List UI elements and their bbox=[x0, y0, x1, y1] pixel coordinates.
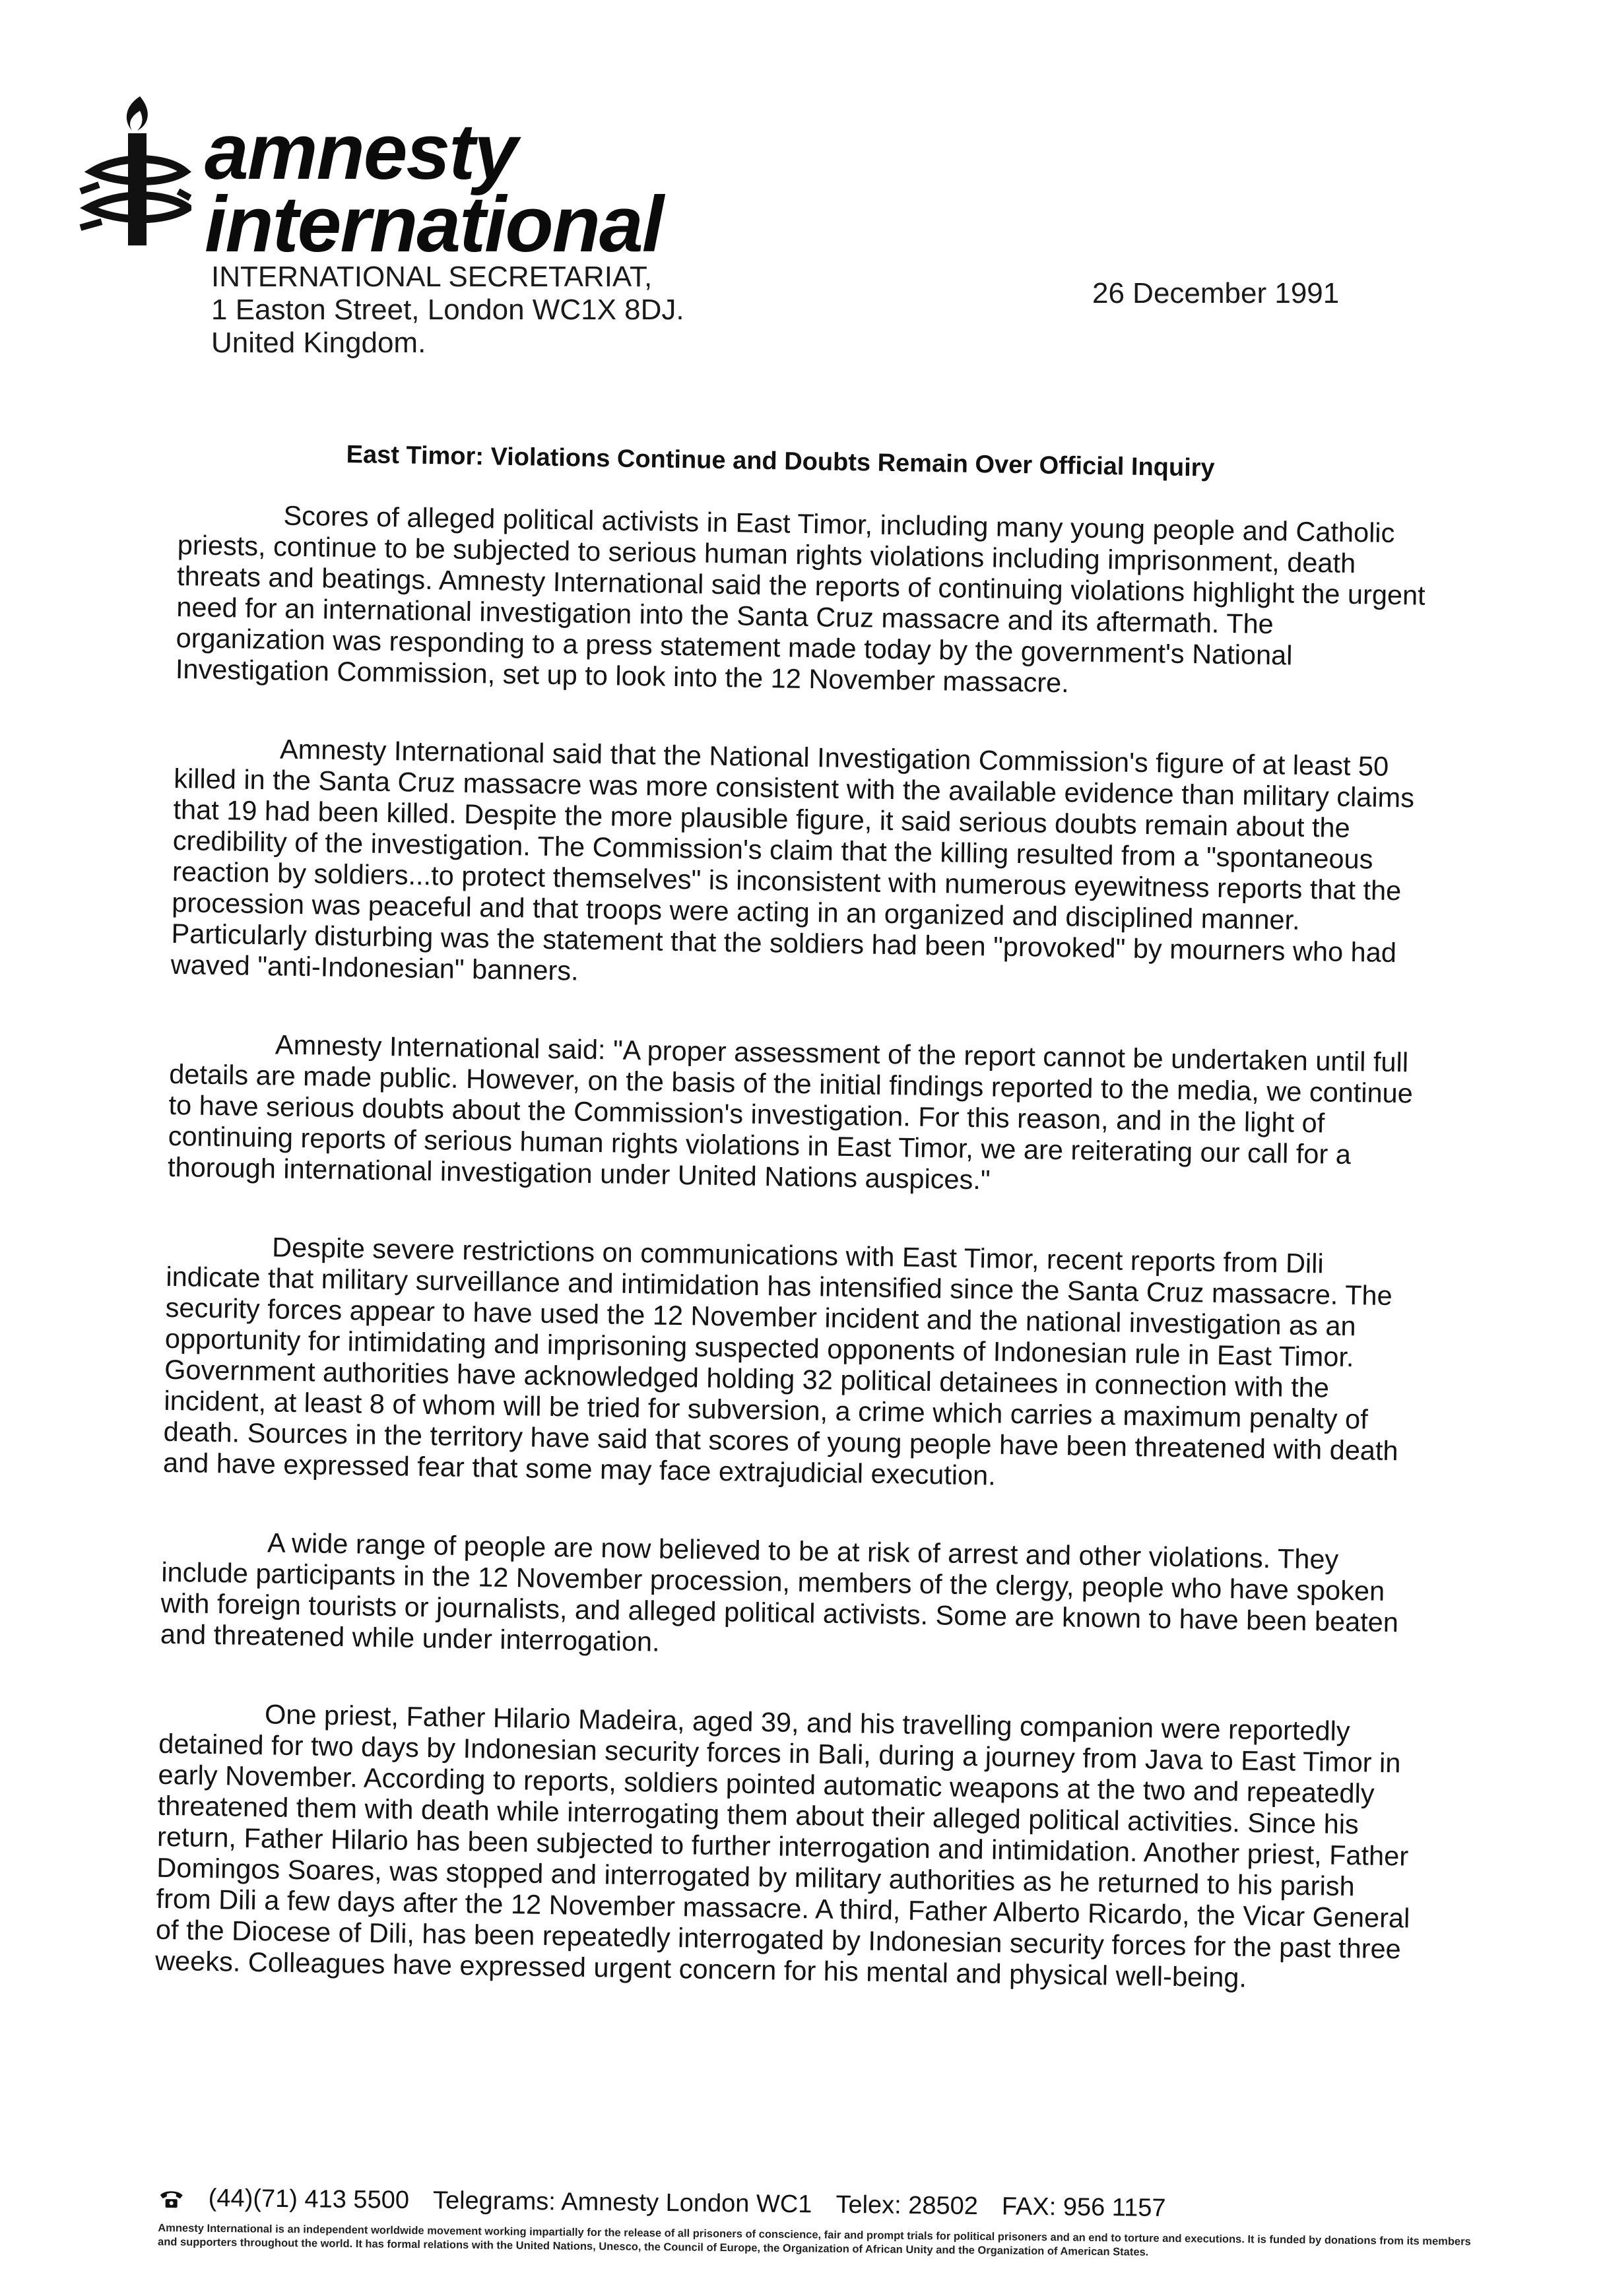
body-paragraph: Amnesty International said: "A proper assessment of the report cannot be undertaken until full details are made public. However, on the basis of the initial findings reported to the media, we continue to have serious doubts about the Commission's investigation. For this reason, and in the light of continuing reports of serious human rights violations in East Timor, we are reiterating our call for a thorough international investigation under United Nations auspices." bbox=[167, 1029, 1414, 1196]
logo-word-amnesty: amnesty bbox=[205, 108, 517, 196]
contact-line bbox=[158, 2184, 1478, 2226]
body-paragraph: Scores of alleged political activists in East Timor, including many young people and Catholic priests, continue to be subjected to serious human rights violations including imprisonment, death threats and beatings. Amnesty International said the reports of continuing violations highlight the urgent need for an international investigation into the Santa Cruz massacre and its aftermath. The organization was responding to a press statement made today by the government's National Investigation Commission, set up to look into the 12 November massacre. bbox=[175, 499, 1426, 699]
amnesty-logo bbox=[79, 86, 739, 269]
body-paragraph: Despite severe restrictions on communications with East Timor, recent reports from Dili indicate that military surveillance and intimidation has intensified since the Santa Cruz massacre. The security forces appear to have used the 12 November incident and the national investigation as an opportunity for intimidating and imprisoning suspected opponents of Indonesian rule in East Timor. Government authorities have acknowledged holding 32 political detainees in connection with the incident, at least 8 of whom will be tried for subversion, a crime which carries a maximum penalty of death. Sources in the territory have said that scores of young people have been threatened with death and have expressed fear that some may face extrajudicial execution. bbox=[162, 1231, 1398, 1491]
address-line: 1 Easton Street, London WC1X 8DJ. bbox=[211, 294, 684, 326]
letter-footer bbox=[158, 2184, 1478, 2263]
telephone-icon bbox=[158, 2187, 185, 2208]
address-line: United Kingdom. bbox=[211, 327, 426, 359]
organization-statement: Amnesty International is an independent worldwide movement working impartially for the release of all prisoners of conscience, fair and prompt trials for political prisoners and an end to torture and executions. It is funded by donations from its members and supporters throughout the world. It has formal relations with the United Nations, Unesco, the Council of Europe, the Organization of African Unity and the Organization of American States. bbox=[157, 2221, 1471, 2258]
body-paragraph: Amnesty International said that the National Investigation Commission's figure of at least 50 killed in the Santa Cruz massacre was more consistent with the available evidence than military claims that 19 had been killed. Despite the more plausible figure, it said serious doubts remain about the credibility of the investigation. The Commission's claim that the killing resulted from a "spontaneous reaction by soldiers...to protect themselves" is inconsistent with numerous eyewitness reports that the procession was peaceful and that troops were acting in an organized and disciplined manner. Particularly disturbing was the statement that the soldiers had been "provoked" by mourners who had waved "anti-Indonesian" banners. bbox=[170, 733, 1415, 986]
body-paragraph: One priest, Father Hilario Madeira, aged 39, and his travelling companion were reportedly detained for two days by Indonesian security forces in Bali, during a journey from Java to East Timor in early November. According to reports, soldiers pointed automatic weapons at the two and repeatedly threatened them with death while interrogating them about their alleged political activities. Since his return, Father Hilario has been subjected to further interrogation and intimidation. Another priest, Father Domingos Soares, was stopped and interrogated by military authorities as he returned to his parish from Dili a few days after the 12 November massacre. A third, Father Alberto Ricardo, the Vicar General of the Diocese of Dili, has been repeatedly interrogated by Indonesian security forces for the past three weeks. Colleagues have expressed urgent concern for his mental and physical well-being. bbox=[154, 1698, 1410, 1993]
press-release-headline: East Timor: Violations Continue and Doubts Remain Over Official Inquiry bbox=[346, 441, 1215, 482]
candle-barbed-wire-icon bbox=[79, 92, 191, 251]
body-paragraph: A wide range of people are now believed to be at risk of arrest and other violations. They include participants in the 12 November procession, members of the clergy, people who have spoken with foreign tourists or journalists, and alleged political activists. Some are known to have been beaten and threatened while under interrogation. bbox=[160, 1527, 1399, 1657]
logo-word-international: international bbox=[205, 180, 663, 269]
telex-number: Telex: 28502 bbox=[835, 2190, 979, 2221]
telegrams-address: Telegrams: Amnesty London WC1 bbox=[432, 2186, 812, 2219]
fax-number: FAX: 956 1157 bbox=[1001, 2192, 1166, 2222]
address-line: INTERNATIONAL SECRETARIAT, bbox=[211, 261, 653, 293]
press-release-body bbox=[154, 498, 1432, 2043]
phone-number: (44)(71) 413 5500 bbox=[208, 2184, 410, 2214]
sender-address bbox=[211, 261, 684, 360]
letter-date: 26 December 1991 bbox=[1092, 277, 1340, 309]
